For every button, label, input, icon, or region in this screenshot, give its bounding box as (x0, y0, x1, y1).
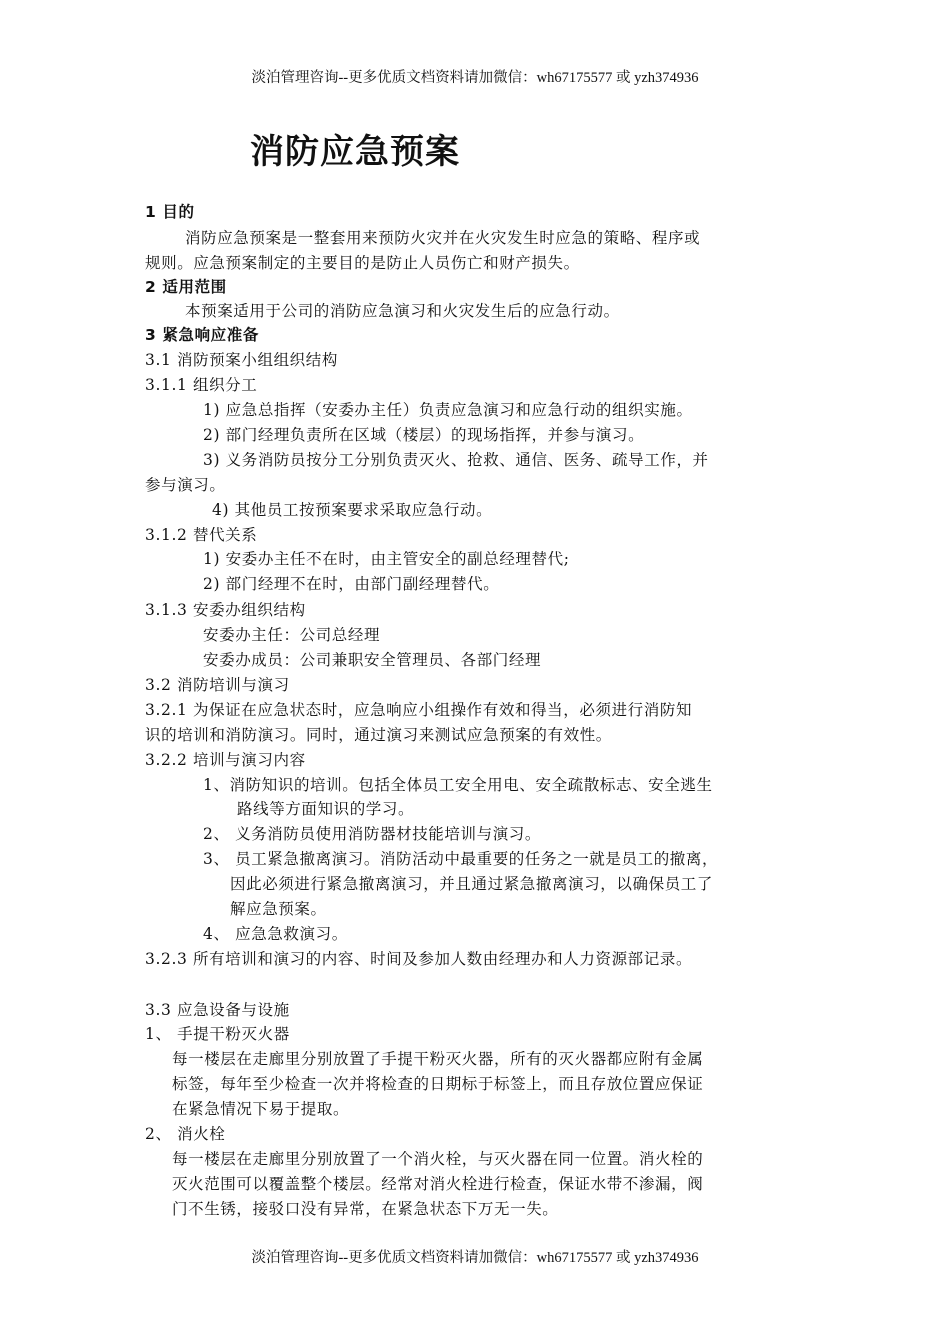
list-item: 1、消防知识的培训。包括全体员工安全用电、安全疏散标志、安全逃生 (203, 776, 713, 794)
section-heading: 2 适用范围 (145, 278, 227, 296)
subsection-heading: 3.1.3 安委办组织结构 (145, 601, 306, 619)
list-item: 1、 手提干粉灭火器 (145, 1025, 290, 1043)
subsection-heading: 3.1 消防预案小组组织结构 (145, 351, 338, 369)
subsection-heading: 3.2 消防培训与演习 (145, 676, 290, 694)
subsection-heading: 3.1.2 替代关系 (145, 526, 258, 544)
body-line: 本预案适用于公司的消防应急演习和火灾发生后的应急行动。 (185, 302, 620, 320)
list-item-continuation: 解应急预案。 (230, 900, 327, 918)
body-line: 安委办主任：公司总经理 (203, 626, 381, 644)
list-item-continuation: 因此必须进行紧急撤离演习，并且通过紧急撤离演习，以确保员工了 (230, 875, 714, 893)
subsection-heading: 3.3 应急设备与设施 (145, 1001, 290, 1019)
body-line: 标签，每年至少检查一次并将检查的日期标于标签上，而且存放位置应保证 (172, 1075, 704, 1093)
page-footer: 淡泊管理咨询--更多优质文档资料请加微信：wh67175577 或 yzh374936 (251, 1250, 699, 1266)
section-heading: 1 目的 (145, 203, 195, 221)
body-line: 每一楼层在走廊里分别放置了手提干粉灭火器，所有的灭火器都应附有金属 (172, 1050, 704, 1068)
section-heading: 3 紧急响应准备 (145, 326, 259, 344)
list-item: 2) 部门经理不在时，由部门副经理替代。 (203, 575, 500, 593)
body-line: 消防应急预案是一整套用来预防火灾并在火灾发生时应急的策略、程序或 (185, 229, 701, 247)
body-line: 安委办成员：公司兼职安全管理员、各部门经理 (203, 651, 542, 669)
list-item-continuation: 路线等方面知识的学习。 (237, 800, 415, 818)
list-item: 2、 义务消防员使用消防器材技能培训与演习。 (203, 825, 541, 843)
body-line: 灭火范围可以覆盖整个楼层。经常对消火栓进行检查，保证水带不渗漏，阀 (172, 1175, 704, 1193)
list-item: 3、 员工紧急撤离演习。消防活动中最重要的任务之一就是员工的撤离， (203, 850, 719, 868)
list-item: 4、 应急急救演习。 (203, 925, 348, 943)
subsection-heading: 3.1.1 组织分工 (145, 376, 258, 394)
page-title: 消防应急预案 (250, 132, 460, 172)
body-line: 门不生锈，接驳口没有异常，在紧急状态下万无一失。 (172, 1200, 559, 1218)
list-item: 3) 义务消防员按分工分别负责灭火、抢救、通信、医务、疏导工作，并 (203, 451, 709, 469)
list-item: 1) 安委办主任不在时，由主管安全的副总经理替代; (203, 550, 570, 568)
body-line: 在紧急情况下易于提取。 (172, 1100, 350, 1118)
list-item: 4) 其他员工按预案要求采取应急行动。 (212, 501, 493, 519)
body-line: 每一楼层在走廊里分别放置了一个消火栓，与灭火器在同一位置。消火栓的 (172, 1150, 704, 1168)
page-header: 淡泊管理咨询--更多优质文档资料请加微信：wh67175577 或 yzh374936 (251, 70, 699, 86)
body-line: 3.2.3 所有培训和演习的内容、时间及参加人数由经理办和人力资源部记录。 (145, 950, 693, 968)
list-item: 2、 消火栓 (145, 1125, 226, 1143)
subsection-heading: 3.2.2 培训与演习内容 (145, 751, 306, 769)
list-item-continuation: 参与演习。 (145, 476, 226, 494)
list-item: 2) 部门经理负责所在区域（楼层）的现场指挥，并参与演习。 (203, 426, 645, 444)
list-item: 1) 应急总指挥（安委办主任）负责应急演习和应急行动的组织实施。 (203, 401, 693, 419)
body-line: 规则。应急预案制定的主要目的是防止人员伤亡和财产损失。 (145, 254, 580, 272)
body-line: 3.2.1 为保证在应急状态时，应急响应小组操作有效和得当，必须进行消防知 (145, 701, 693, 719)
body-line: 识的培训和消防演习。同时，通过演习来测试应急预案的有效性。 (145, 726, 612, 744)
